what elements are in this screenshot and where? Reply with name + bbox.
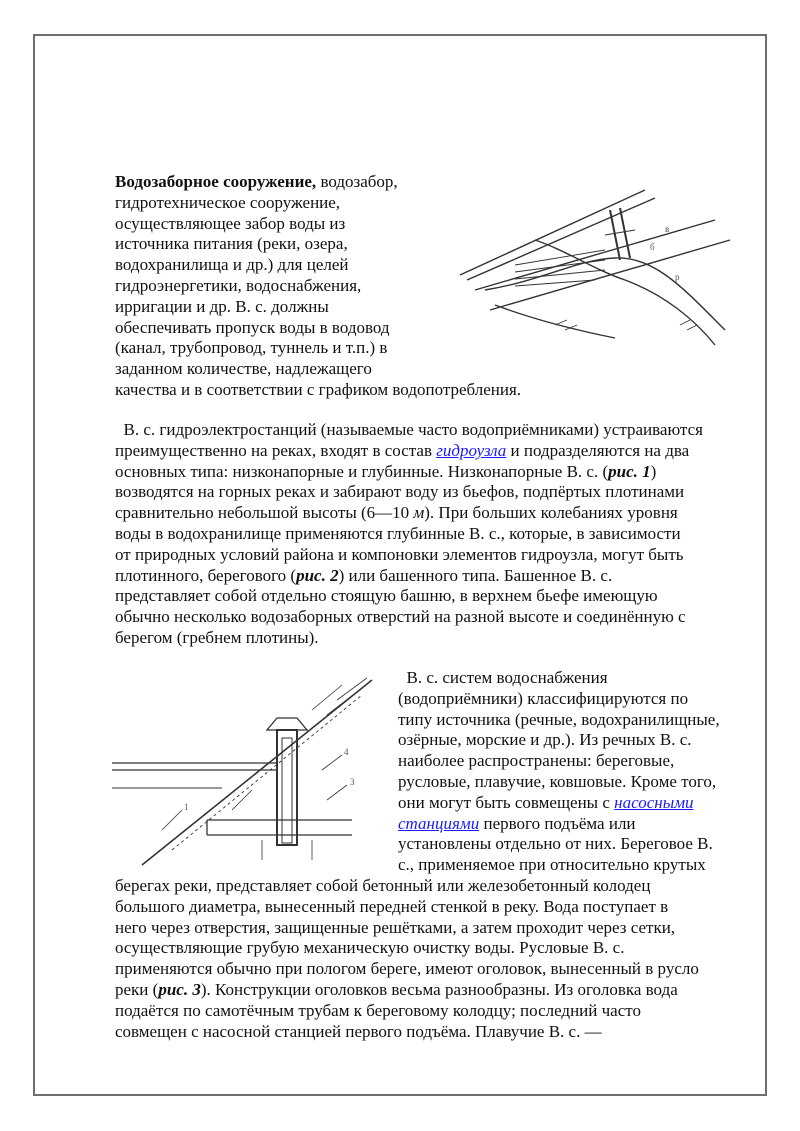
svg-text:1: 1 <box>184 802 189 812</box>
paragraph-water-supply-bottom: берегах реки, представляет собой бетонный или железобетонный колодец большого диаметра, вынесенный передней стенкой в реку. Вода поступает в него через отверстия, защищенные решётками, а затем проходит через сетки, осуществляющие грубую механическую очистку воды. Русловые В. с. применяются обычно при пологом береге, имеют оголовок, вынесенный в русло реки (рис. 3). Конструкции оголовков весьма разнообразны. Из оголовка вода подаётся по самотёчным трубам к береговому колодцу; последний часто совмещен с насосной станцией первого подъёма. Плавучие В. с. — <box>115 876 699 1041</box>
figure-ref-2: рис. 2 <box>296 565 339 585</box>
paragraph-water-supply-top: В. с. систем водоснабжения (водоприёмники) классифицируются по типу источника (речные, водохранилищные, озёрные, морские и др.). Из речных В. с. наиболее распространены: береговые, русловые, плавучие, ковшовые. Кроме того, они могут быть совмещены с насосными станциями первого подъёма или установлены отдельно от них. Береговое В. с., применяемое при относительно крутых <box>398 668 720 875</box>
svg-text:в: в <box>665 224 670 234</box>
link-nasosnymi[interactable]: насосными <box>614 792 694 812</box>
shore-intake-diagram <box>112 670 382 875</box>
svg-text:3: 3 <box>350 777 355 787</box>
link-stantsiyami[interactable]: станциями <box>398 813 480 833</box>
figure-ref-3: рис. 3 <box>158 979 201 999</box>
link-gidrouzel[interactable]: гидроузла <box>436 440 507 460</box>
svg-text:б: б <box>650 242 655 252</box>
svg-text:4: 4 <box>344 747 349 757</box>
paragraph-intro: Водозаборное сооружение, водозабор, гидротехническое сооружение, осуществляющее забор воды из источника питания (реки, озера, водохранилища и др.) для целей гидроэнергетики, водоснабжения, ирригации и др. В. с. должны обеспечивать пропуск воды в водовод (канал, трубопровод, туннель и т.п.) в заданном количестве, надлежащего качества и в соответствии с графиком водопотребления. <box>115 172 522 399</box>
article-term: Водозаборное сооружение, <box>115 172 317 191</box>
paragraph-hydro: В. с. гидроэлектростанций (называемые часто водоприёмниками) устраиваются преимущественно на реках, входят в состав гидроузла и подразделяются на два основных типа: низконапорные и глубинные. Низконапорные В. с. (рис. 1) возводятся на горных реках и забирают воду из бьефов, подпёртых плотинами сравнительно небольшой высоты (6—10 м). При больших колебаниях уровня воды в водохранилище применяются глубинные В. с., которые, в зависимости от природных условий района и компоновки элементов гидроузла, могут быть плотинного, берегового (рис. 2) или башенного типа. Башенное В. с. представляет собой отдельно стоящую башню, в верхнем бьефе имеющую обычно несколько водозаборных отверстий на разной высоте и соединённую с берегом (гребнем плотины). <box>115 420 703 647</box>
svg-text:р: р <box>675 272 680 282</box>
low-head-intake-diagram <box>455 180 735 350</box>
figure-ref-1: рис. 1 <box>608 461 651 481</box>
